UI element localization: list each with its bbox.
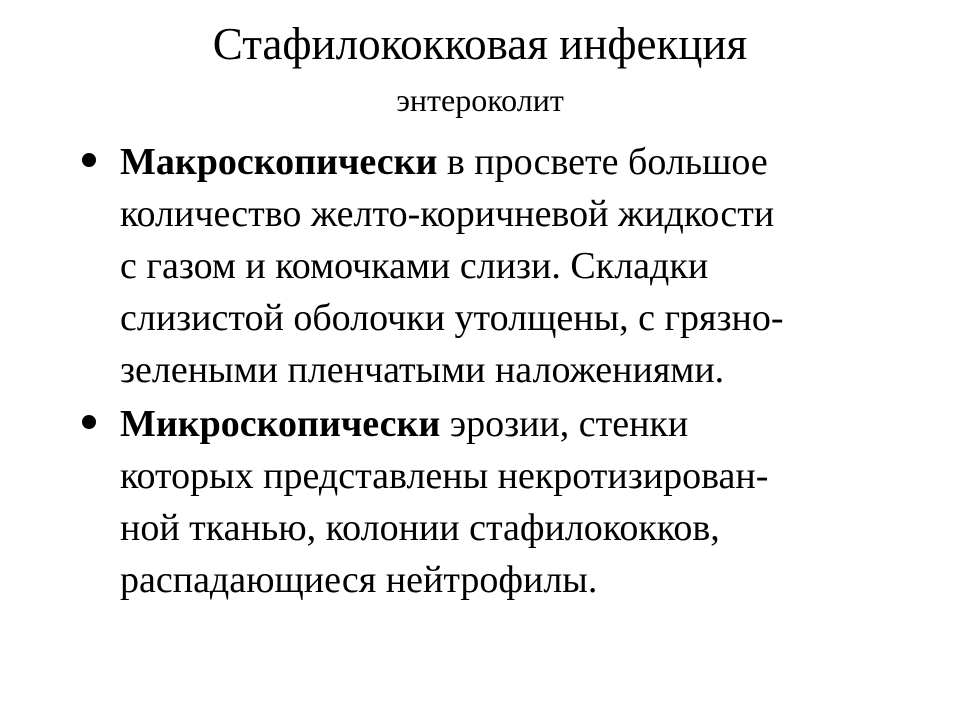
bullet-text (120, 136, 900, 396)
bullet-line-text: эрозии, стенки (440, 403, 689, 445)
slide-title: Стафилококковая инфекция (212, 19, 748, 69)
slide-subtitle: энтероколит (396, 82, 564, 118)
bullet-term: Микроскопически (120, 403, 441, 445)
bullet-line: слизистой оболочки утолщены, с грязно- (120, 297, 784, 339)
bullet-dot-icon (82, 415, 96, 429)
bullet-line: с газом и комочками слизи. Складки (120, 245, 709, 287)
bullet-line (120, 136, 900, 188)
bullet-line: количество желто-коричневой жидкости (120, 193, 775, 235)
bullet-line: ной тканью, колонии стафилококков, (120, 507, 720, 549)
bullet-line: распадающиеся нейтрофилы. (120, 559, 598, 601)
bullet-dot-icon (82, 153, 96, 167)
bullet-line (120, 398, 900, 450)
bullet-line-text: в просвете большое (437, 141, 768, 183)
bullet-line: которых представлены некротизирован- (120, 455, 769, 497)
bullet-term: Макроскопически (120, 141, 438, 183)
bullet-text (120, 398, 900, 606)
bullet-line: зелеными пленчатыми наложениями. (120, 349, 725, 391)
